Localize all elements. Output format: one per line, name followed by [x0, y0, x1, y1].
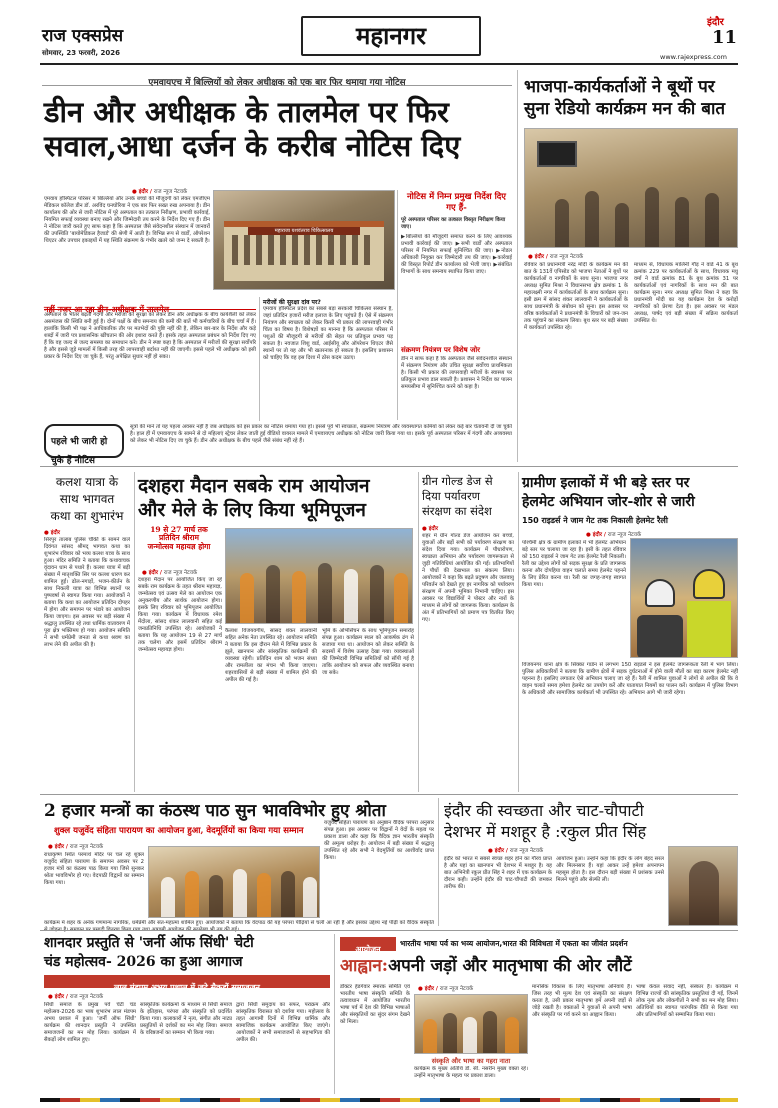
- story1-sidebar: [401, 192, 512, 420]
- box-line2: प्रतिदिन श्रीराम: [159, 533, 199, 543]
- section-banner: [301, 16, 481, 56]
- story9-body-col3: द्वारा सिंधी समुदाय का सफर, पराक्रम और सांस्कृतिक विरासत को दर्शाया गया। महोत्सव के तहत आगामी दिनों में विभिन्न धार्मिक और सामाजिक कार्यक्रम आयोजित किए जाएंगे। आयोजकों ने सभी समाजजनों से सहभागिता की अपील की।: [236, 1002, 330, 1043]
- story6-headline-line1: ग्रामीण इलाकों में भी बड़े स्तर पर: [522, 475, 690, 491]
- story1-mid-label: मरीजों की सुरक्षा दांव पर?: [263, 299, 321, 306]
- story1-subhead-text: नहीं नजर आ रहा डीन-अधीक्षक में तालमेल: [44, 304, 170, 314]
- story10-label-text: आयोजन: [355, 945, 381, 954]
- byline-bureau: राज न्यूज नेटवर्क: [153, 189, 188, 195]
- hospital-sign-text: महाराजा यशवंतराव चिकित्सालय: [274, 228, 334, 234]
- footer-color-strip: [40, 1098, 738, 1102]
- story6-byline: ● इंदौर / राज न्यूज नेटवर्क: [586, 532, 642, 538]
- band1-divider-1: [134, 472, 135, 792]
- byline-location: इंदौर: [54, 844, 65, 850]
- brand-name: राज एक्सप्रेस: [42, 26, 124, 46]
- story10-body-col2: कार्यक्रम के मुख्य अतिथि डॉ. सी. नसरीन मुख्य वक्ता रहे। उन्होंने मातृभाषा के महत्व पर प्रकाश डाला।: [414, 1066, 528, 1079]
- story3-headline-line3: कथा का शुभारंभ: [50, 509, 124, 523]
- story10-body-col1: डॉक्टर हेडगेवार स्मारक समिति एवं भारतीय भाषा संस्कृति समिति के तत्वावधान में आयोजित भारतीय भाषा पर्व में देश की विभिन्न भाषाओं और संस्कृतियों का सुंदर संगम देखने को मिला।: [340, 984, 410, 1025]
- story8-body-col2: आयोजन हुआ। उन्होंने कहा कि इंदौर के लोग बेहद सरल और मिलनसार हैं। यहां आकर उन्हें हमेशा अपनापन महसूस होता है। इस दौरान बड़ी संख्या में प्रशंसक उनसे मिलने पहुंचे और सेल्फी ली।: [556, 856, 664, 883]
- rider-helmet-1: [645, 579, 675, 607]
- byline-bureau: राज न्यूज नेटवर्क: [69, 994, 104, 1000]
- byline-location: इंदौर: [428, 526, 439, 532]
- story6-headline: [522, 474, 738, 512]
- story5-headline-line2: दिया पर्यावरण: [422, 489, 480, 503]
- story1-body-col1: अस्पताल के भीतर बढ़ती गंदगी और मरीजों की सुरक्षा को लेकर डीन और अधीक्षक के बीच कार्यशैली को लेकर असमंजस की स्थिति बनी हुई है। दोनों पक्षों के बीच समन्वय की कमी की बातें भी कर्मचारियों के बीच चर्चा में हैं। हालांकि किसी भी पक्ष ने आधिकारिक तौर पर मतभेदों की पुष्टि नहीं की है, लेकिन बार-बार के निर्देश और कड़े शब्दों में जारी पत्र प्रशासनिक खींचतान की ओर इशारा करते हैं। इसके तहत अस्पताल प्रबंधन को निर्देश दिए गए हैं कि वह जल्द से जल्द समस्या का समाधान करे। डीन ने स्पष्ट कहा है कि अस्पताल में मरीजों की सुरक्षा सर्वोपरि है और इससे जुड़े मामलों में किसी तरह की लापरवाही बर्दाश्त नहीं की जाएगी। इससे पहले भी अधीक्षक को इसी प्रकार के निर्देश दिए जा चुके हैं, परंतु अपेक्षित सुधार नहीं हो सका।: [44, 312, 256, 360]
- story10-kicker: भारतीय भाषा पर्व का भव्य आयोजन,भारत की विविधता में एकता का जीवंत प्रदर्शन: [400, 939, 628, 948]
- tv-screen: [537, 141, 577, 167]
- story7-byline: ● इंदौर / राज न्यूज नेटवर्क: [48, 844, 104, 850]
- story6-body-col1: पश्चिमी क्षेत्र के ग्रामीण इलाकों में भी हेलमेट अभियान बड़े स्तर पर चलाया जा रहा है। इसी के तहत रविवार को 150 राइडर्स ने जाम गेट तक हेलमेट रैली निकाली। रैली का उद्देश्य लोगों को सड़क सुरक्षा के प्रति जागरूक करना और दोपहिया वाहन चलाते समय हेलमेट पहनने के लिए प्रेरित करना था। रैली का जगह-जगह स्वागत किया गया।: [522, 540, 626, 588]
- callout-text: पहले भी जारी हो चुके हैं नोटिस: [51, 437, 108, 466]
- actress-figure: [689, 861, 719, 926]
- story1-headline: [44, 95, 514, 163]
- story10-headline-accent: आह्वान:: [340, 956, 389, 976]
- page-number: 11: [712, 27, 738, 48]
- sidebar-points: ▶बिल्लियों की मौजूदगी समाप्त करने के लिए आवश्यक प्रभावी कार्रवाई की जाए। ▶सभी वार्डों और अस्पताल परिसर में नियमित सफाई सुनिश्चित की जाए। ▶नोडल अधिकारी नियुक्त कर जिम्मेदारी तय की जाए। ▶कार्रवाई की विस्तृत रिपोर्ट डीन कार्यालय को भेजी जाए। ▶संबंधित विभागों के साथ समन्वय स्थापित किया जाए।: [401, 234, 512, 275]
- story4-photo-bhoomipujan: [225, 528, 413, 624]
- story3-byline: ● इंदौर: [44, 530, 61, 536]
- byline-location: इंदौर: [592, 532, 603, 538]
- story2-body-col2: माध्यम से, विधायक मालिनी गौड़ ने वार्ड 41 के बूथ क्रमांक 229 पर कार्यकर्ताओं के साथ, विधायक मधु वर्मा ने वार्ड क्रमांक 81 के बूथ क्रमांक 31 पर कार्यकर्ताओं एवं नागरिकों के साथ मन की बात कार्यक्रम सुना। नगर अध्यक्ष सुमित मिश्रा ने कहा कि प्रधानमंत्री मोदी का यह कार्यक्रम देश के करोड़ों नागरिकों को प्रेरणा देता है। इस अवसर पर मंडल अध्यक्ष, पार्षद एवं बड़ी संख्या में सक्रिय कार्यकर्ता उपस्थित थे।: [634, 262, 738, 324]
- byline-location: इंदौर: [534, 254, 545, 260]
- story5-byline: ● इंदौर: [422, 526, 439, 532]
- story10-photo-bhasha-parv: [414, 994, 528, 1054]
- story6-body-col2: विजयनगर थाना क्षेत्र के सिक्का गार्डन से लगभग 150 राइडर्स ने इस हेलमेट जागरूकता रैली में भाग लिया। पुलिस अधिकारियों ने बताया कि ग्रामीण क्षेत्रों में सड़क दुर्घटनाओं में होने वाली मौतों का बड़ा कारण हेलमेट नहीं पहनना है। इसलिए लगातार ऐसे अभियान चलाए जा रहे हैं। रैली में शामिल युवाओं ने लोगों से अपील की कि वे वाहन चलाते समय हमेशा हेलमेट का उपयोग करें और यातायात नियमों का पालन करें। कार्यक्रम में पुलिस विभाग के अधिकारी और सामाजिक कार्यकर्ता भी उपस्थित रहे। अभियान आगे भी जारी रहेगा।: [522, 662, 738, 696]
- header-rule: [40, 63, 738, 65]
- story8-headline-line2: देशभर में मशहूर है :रकुल प्रीत सिंह: [444, 822, 647, 841]
- byline-bureau: राज न्यूज नेटवर्क: [509, 848, 544, 854]
- story9-headline-line1: शानदार प्रस्तुति से 'जर्नी ऑफ सिंधी' चेटी: [44, 935, 254, 951]
- story10-body-col3: मानसिक विकास के लिए मातृभाषा अनिवार्य है। जिस तरह भी मूल्य देश एवं संस्कृति का संरक्षण करता है, उसी प्रकार मातृभाषा हमें अपनी जड़ों से जोड़े रखती है। वक्ताओं ने युवाओं से अपनी भाषा और संस्कृति पर गर्व करने का आह्वान किया।: [532, 984, 632, 1018]
- story5-body: शहर में ग्रीन गोल्ड डेज आयोजन कर बच्चों, युवाओं और बड़ों सभी को पर्यावरण संरक्षण का संदेश दिया गया। कार्यक्रम में पौधारोपण, स्वच्छता अभियान और पर्यावरण जागरूकता से जुड़ी गतिविधियां आयोजित की गईं। प्रतिभागियों ने पौधों की देखभाल का संकल्प लिया। आयोजकों ने कहा कि बढ़ते प्रदूषण और जलवायु परिवर्तन को देखते हुए हर नागरिक को पर्यावरण संरक्षण में अपनी भूमिका निभानी चाहिए। इस अवसर पर विद्यार्थियों ने पोस्टर और नारों के माध्यम से लोगों को जागरूक किया। कार्यक्रम के अंत में प्रतिभागियों को प्रमाण पत्र वितरित किए गए।: [422, 533, 514, 623]
- story10-headline: [340, 955, 738, 977]
- band-rule-3: [40, 930, 738, 931]
- hospital-signboard: [248, 227, 360, 235]
- sidebar-body2: डीन ने साफ कहा है कि अस्पताल जैसे संवेदनशील संस्थान में संक्रमण नियंत्रण और उचित सुरक्षा सर्वोच्च प्राथमिकता है। किसी भी प्रकार की लापरवाही मरीजों के स्वास्थ्य पर प्रतिकूल प्रभाव डाल सकती है। प्रशासन ने निर्देश का पालन समयसीमा में सुनिश्चित करने को कहा है।: [401, 355, 512, 390]
- website-link[interactable]: www.rajexpress.com: [660, 53, 727, 61]
- box-line3: जन्मोत्सव महायज्ञ होगा: [147, 541, 211, 551]
- story1-subhead: [44, 297, 256, 314]
- story1-callout: [44, 424, 124, 466]
- story2-headline: [524, 76, 738, 120]
- story1-sidebar-divider: [397, 190, 398, 420]
- story5-headline-line1: ग्रीन गोल्ड डेज से: [422, 474, 493, 488]
- story4-headline-line2: और मेले के लिए किया भूमिपूजन: [138, 499, 366, 521]
- story5-headline: [422, 474, 514, 519]
- story10-headline-rest: अपनी जड़ों और मातृभाषा की ओर लौटें: [388, 956, 632, 976]
- rider-bike: [637, 615, 683, 658]
- story9-subhead-bar: [44, 975, 330, 992]
- byline-location: इंदौर: [494, 848, 505, 854]
- story3-body: सिरपुर तालाब पुलिस चौकी के सामने वाले दिवंगत सांसद श्रीमद् भागवत कथा का शुभारंभ रविवार को भव्य कलश यात्रा के साथ हुआ। मंदिर समिति ने बताया कि कथावाचक वृंदावन धाम से पधारे हैं। कलश यात्रा में बड़ी संख्या में मातृशक्ति सिर पर कलश धारण कर शामिल हुईं। ढोल-नगाड़ों, भजन-कीर्तन के साथ निकली यात्रा का विभिन्न स्थानों पर पुष्पवर्षा से स्वागत किया गया। आयोजकों ने बताया कि कथा का आयोजन प्रतिदिन दोपहर में होगा और समापन पर भंडारे का आयोजन किया जाएगा। इस अवसर पर बड़ी संख्या में श्रद्धालु उपस्थित रहे तथा धार्मिक वातावरण में पूरा क्षेत्र भक्तिमय हो गया। आयोजन समिति ने सभी धर्मप्रेमी जनता से कथा श्रवण का लाभ लेने की अपील की है।: [44, 537, 130, 648]
- byline-location: इंदौर: [138, 189, 149, 195]
- story1-kicker: [42, 70, 512, 86]
- story6-photo-helmet-rally: [630, 538, 738, 658]
- byline-location: इंदौर: [54, 994, 65, 1000]
- story1-byline: ● इंदौर / राज न्यूज नेटवर्क: [132, 189, 188, 195]
- sidebar-title: नोटिस में निम्न प्रमुख निर्देश दिए गए हैं-: [406, 192, 507, 213]
- story8-photo-rakul: [668, 846, 738, 926]
- story10-photo-caption: संस्कृति और भाषा का गहरा नाता: [431, 1057, 511, 1065]
- story4-byline: ● इंदौर / राज न्यूज नेटवर्क: [142, 570, 198, 576]
- story4-body-col3: भूमि के अभिसिंचन के साथ भूमिपूजन समारोह संपन्न हुआ। कार्यक्रम स्थल को आकर्षक ढंग से सजाया गया था। आयोजन को लेकर समिति के सदस्यों में विशेष उत्साह देखा गया। व्यवस्थाओं की जिम्मेदारी विभिन्न समितियों को सौंपी गई है ताकि आयोजन को सफल और व्यवस्थित बनाया जा सके।: [322, 628, 414, 676]
- story10-body-col4: भाषा केवल संवाद नहीं, संस्कार है। कार्यक्रम में विभिन्न राज्यों की सांस्कृतिक प्रस्तुतियां दी गईं, जिनमें लोक नृत्य और लोकगीतों ने सभी का मन मोह लिया। अतिथियों का स्वागत पारंपरिक रीति से किया गया और प्रतिभागियों को सम्मानित किया गया।: [636, 984, 738, 1018]
- byline-location: इंदौर: [148, 570, 159, 576]
- story8-headline: [444, 800, 738, 842]
- band1-divider-2: [418, 472, 419, 792]
- story2-byline: ● इंदौर / राज न्यूज नेटवर्क: [528, 254, 584, 260]
- issue-date: सोमवार, 23 फरवरी, 2026: [42, 49, 120, 57]
- byline-bureau: राज न्यूज नेटवर्क: [439, 986, 474, 992]
- story4-date-box: [138, 526, 220, 566]
- story4-body-col2: कैलाश विजयवर्गीय, सांसद शंकर लालवानी सहित अनेक नेता उपस्थित रहे। आयोजन समिति ने बताया कि इस दौरान मेले में विभिन्न प्रकार के झूले, खानपान और सांस्कृतिक कार्यक्रमों की व्यवस्था रहेगी। प्रतिदिन शाम को भजन संध्या और रामलीला का मंचन भी किया जाएगा। शहरवासियों से बड़ी संख्या में शामिल होने की अपील की गई है।: [225, 628, 317, 683]
- story3-headline-line2: साथ भागवत: [59, 492, 115, 506]
- story2-body-col1: रविवार को प्रधानमंत्री नरेंद्र मोदी के कार्यक्रम मन की बात के 131वें एपिसोड को भाजपा नेताओं ने बूथों पर कार्यकर्ताओं व नागरिकों के साथ सुना। भाजपा नगर अध्यक्ष सुमित मिश्रा ने विधानसभा क्षेत्र क्रमांक 1 के महालक्ष्मी नगर में कार्यकर्ताओं के साथ कार्यक्रम सुना। इसी क्रम में सांसद शंकर लालवानी ने कार्यकर्ताओं के साथ प्रधानमंत्री के संबोधन को सुना। इस अवसर पर वरिष्ठ कार्यकर्ताओं ने प्रधानमंत्री के विचारों को जन-जन तक पहुंचाने का संकल्प लिया। बूथ स्तर पर बड़ी संख्या में कार्यकर्ता उपस्थित रहे।: [524, 262, 628, 331]
- story4-body-col1: दशहरा मैदान पर आयोजित किए जा रहे सबके राम कार्यक्रम के तहत श्रीराम महायज्ञ, जन्मोत्सव एवं उत्सव मेले का आयोजन एक अनुकरणीय और सार्थक आयोजन होगा। इसके लिए रविवार को भूमिपूजन आयोजित किया गया। कार्यक्रम में विधायक रमेश मेंदोला, सांसद शंकर लालवानी सहित कई जनप्रतिनिधि उपस्थित रहे। आयोजकों ने बताया कि यह आयोजन 19 से 27 मार्च तक चलेगा और इसमें प्रतिदिन श्रीराम जन्मोत्सव महायज्ञ होगा।: [138, 577, 222, 653]
- story2-headline-line2: सुना रेडियो कार्यक्रम मन की बात: [524, 99, 726, 119]
- story1-body-intro: एमवाय हॉस्पिटल परिसर में बिल्लियों और उनके बच्चों की मौजूदगी को लेकर एमजीएम मेडिकल कॉलेज डीन डॉ. अरविंद घनघोरिया ने एक बार फिर सख्त रुख अपनाया है। डीन कार्यालय की ओर से जारी नोटिस में पूरे अस्पताल का तत्काल निरीक्षण, प्रभावी कार्रवाई, नियमित सफाई व्यवस्था बनाए रखने और जिम्मेदारी तय करने के निर्देश दिए गए हैं। डीन ने नोटिस जारी करते हुए साफ कहा है कि अस्पताल जैसे संवेदनशील संस्थान में जानवरों की उपस्थिति 'बायोमेडिकल हैजार्ड' की श्रेणी में आती है। विभिन्न रूप से वार्डों, ऑपरेशन थिएटर और उपचार इकाइयों में यह स्थिति संक्रमण के गंभीर खतरे को जन्म दे सकती है।: [44, 196, 210, 244]
- story7-body-bottom: कार्यक्रम में शहर के अनेक गणमान्य नागरिक, धर्मप्रेमी और संत-महात्मा शामिल हुए। आयोजकों ने बताया कि वेदपाठ की यह परंपरा पीढ़ियों से चली आ रही है और इसका उद्देश्य नई पीढ़ी को वैदिक संस्कृति: [44, 920, 434, 926]
- story1-headline-line1: डीन और अधीक्षक के तालमेल पर फिर: [44, 95, 449, 129]
- story6-headline-line2: हेलमेट अभियान जोर-शोर से जारी: [522, 494, 695, 510]
- story9-body-col1: सिंधी समाज के प्रमुख पर्व चेटी चंड महोत्सव-2026 का भव्य शुभारंभ लाल मंडपम अभय प्रशाल में हुआ। 'जर्नी ऑफ सिंधी' कार्यक्रम की शानदार प्रस्तुति ने उपस्थित समाजजनों का मन मोह लिया। कार्यक्रम में सैकड़ों लोग शामिल हुए।: [44, 1002, 136, 1043]
- band1-divider-3: [518, 472, 519, 792]
- story9-body-col2: सांस्कृतिक कार्यक्रमों के माध्यम से सिंधी समाज के इतिहास, परंपरा और संस्कृति को प्रदर्शित किया गया। कलाकारों ने नृत्य, संगीत और नाट्य प्रस्तुतियों से दर्शकों का मन मोह लिया। समाज के वरिष्ठजनों का सम्मान भी किया गया।: [140, 1002, 232, 1036]
- story7-photo-samman: [148, 846, 320, 918]
- rider-helmet-2: [693, 569, 725, 599]
- byline-bureau: राज न्यूज नेटवर्क: [69, 844, 104, 850]
- story1-body-col2: एमवाय हॉस्पिटल प्रदेश का सबसे बड़ा सरकारी चिकित्सा संस्थान है, जहां प्रतिदिन हजारों मरीज इलाज के लिए पहुंचते हैं। ऐसे में संक्रमण नियंत्रण और स्वच्छता को लेकर किसी भी प्रकार की लापरवाही गंभीर चिंता का विषय है। विशेषज्ञों का मानना है कि अस्पताल परिसर में पशुओं की मौजूदगी से मरीजों की सेहत पर प्रतिकूल प्रभाव पड़ सकता है। नवजात शिशु वार्ड, आईसीयू और ऑपरेशन थिएटर जैसे स्थानों पर तो यह और भी खतरनाक हो सकता है। इसलिए प्रशासन को चाहिए कि वह इस दिशा में ठोस कदम उठाए।: [263, 306, 393, 361]
- masthead: [0, 0, 778, 62]
- byline-bureau: राज न्यूज नेटवर्क: [607, 532, 642, 538]
- band-rule-1: [40, 466, 738, 467]
- story1-headline-line2: सवाल,आधा दर्जन के करीब नोटिस दिए: [44, 129, 461, 163]
- band3-divider: [334, 934, 335, 1094]
- story1-photo-hospital: [213, 190, 395, 290]
- band-rule-2: [40, 794, 738, 795]
- story2-headline-line1: भाजपा-कार्यकर्ताओं ने बूथों पर: [524, 77, 715, 97]
- city-label: इंदौर: [707, 17, 724, 28]
- byline-location: इंदौर: [50, 530, 61, 536]
- story7-body-col1: राधाकृष्ण स्थित परमार्थ मंदिर पर चल रहे शुक्ल यजुर्वेद संहिता पारायण के समापन अवसर पर 2 हजार मंत्रों का कंठस्थ पाठ किया गया जिसे सुनकर श्रोता भावविभोर हो गए। वेदपाठी विद्वानों का सम्मान किया गया।: [44, 852, 144, 886]
- byline-bureau: राज न्यूज नेटवर्क: [163, 570, 198, 576]
- story1-body-bottom: सूत्रों की मानें तो यह पहला अवसर नहीं है जब अधीक्षक को इस प्रकार का नोटिस थमाया गया हो। इससे पूर्व भी स्वच्छता, संक्रमण नियंत्रण और व्यवस्थागत कमियों को लेकर कई बार चेतावनी दी जा चुकी है। हाल ही में एमवायएच के सामने से दो महिलाएं स्ट्रेचर लेकर जाती हुई वीडियो वायरल मामले में एमवायएच अधीक्षक को नोटिस जारी किया गया था। इसके पूर्व अस्पताल परिसर में गंदगी और अव्यवस्था को लेकर भी नोटिस दिए जा चुके हैं। डीन और अधीक्षक के बीच पहले जैसे संबंध नहीं रहे हैं।: [130, 424, 512, 444]
- story4-headline-line1: दशहरा मैदान सबके राम आयोजन: [138, 475, 370, 497]
- byline-bureau: राज न्यूज नेटवर्क: [549, 254, 584, 260]
- story6-subhead: 150 राइडर्स ने जाम गेट तक निकाली हेलमेट रैली: [522, 516, 668, 525]
- main-col-divider-top: [517, 70, 518, 462]
- rider-jacket: [687, 601, 731, 658]
- story3-headline-line1: कलश यात्रा के: [55, 475, 119, 489]
- story9-subhead-text: लाल मंडपम अभय प्रशाल में जुटे सैकड़ों समाजजन: [114, 983, 260, 992]
- story8-headline-line1: इंदौर की स्वच्छता और चाट-चौपाटी: [444, 801, 644, 820]
- story7-subhead: शुक्ल यजुर्वेद संहिता पारायण का आयोजन हुआ, वेदमूर्तियों का किया गया सम्मान: [54, 826, 304, 836]
- byline-location: इंदौर: [424, 986, 435, 992]
- story4-headline: [138, 474, 414, 522]
- story7-headline: 2 हजार मन्त्रों का कंठस्थ पाठ सुन भावविभोर हुए श्रोता: [44, 801, 386, 821]
- story3-headline: [44, 474, 130, 525]
- story5-headline-line3: संरक्षण का संदेश: [422, 504, 492, 518]
- story8-body-col1: इंदौर को भारत में सबसे स्वच्छ शहर होने का गौरव प्राप्त है और यहां का खानपान भी देशभर में मशहूर है। यह बात अभिनेत्री रकुल प्रीत सिंह ने शहर में एक कार्यक्रम के दौरान कही। उन्होंने इंदौर की चाट-चौपाटी की जमकर तारीफ की।: [444, 856, 552, 890]
- story10-byline: ● इंदौर / राज न्यूज नेटवर्क: [418, 986, 474, 992]
- story9-byline: ● इंदौर / राज न्यूज नेटवर्क: [48, 994, 104, 1000]
- section-title: महानगर: [356, 21, 426, 50]
- sidebar-sub: पूरे अस्पताल परिसर का तत्काल विस्तृत निरीक्षण किया जाए।: [401, 217, 506, 230]
- box-line1: 19 से 27 मार्च तक: [150, 525, 208, 534]
- story2-photo-mann-ki-baat: [524, 128, 738, 248]
- story7-body-col2: यजुर्वेद संहिता पारायण का अनुष्ठान वैदिक परंपरा अनुसार संपन्न हुआ। इस अवसर पर विद्वानों ने वेदों के महत्व पर प्रकाश डाला और कहा कि वैदिक ज्ञान भारतीय संस्कृति की अमूल्य धरोहर है। आयोजन में बड़ी संख्या में श्रद्धालु उपस्थित रहे और सभी ने वेदमूर्तियों का आशीर्वाद प्राप्त किया।: [324, 820, 434, 861]
- band2-divider: [438, 798, 439, 926]
- story8-byline: ● इंदौर / राज न्यूज नेटवर्क: [488, 848, 544, 854]
- story9-headline: [44, 934, 330, 972]
- story10-label: [340, 937, 396, 954]
- sidebar-head2: संक्रमण नियंत्रण पर विशेष जोर: [401, 345, 481, 354]
- hospital-windows: [232, 235, 376, 265]
- story1-col-divider: [259, 297, 260, 421]
- story1-kicker-text: एमवायएच में बिल्लियों को लेकर अधीक्षक को एक बार फिर थमाया गया नोटिस: [148, 78, 406, 88]
- story9-headline-line2: चंड महोत्सव- 2026 का हुआ आगाज: [44, 954, 243, 970]
